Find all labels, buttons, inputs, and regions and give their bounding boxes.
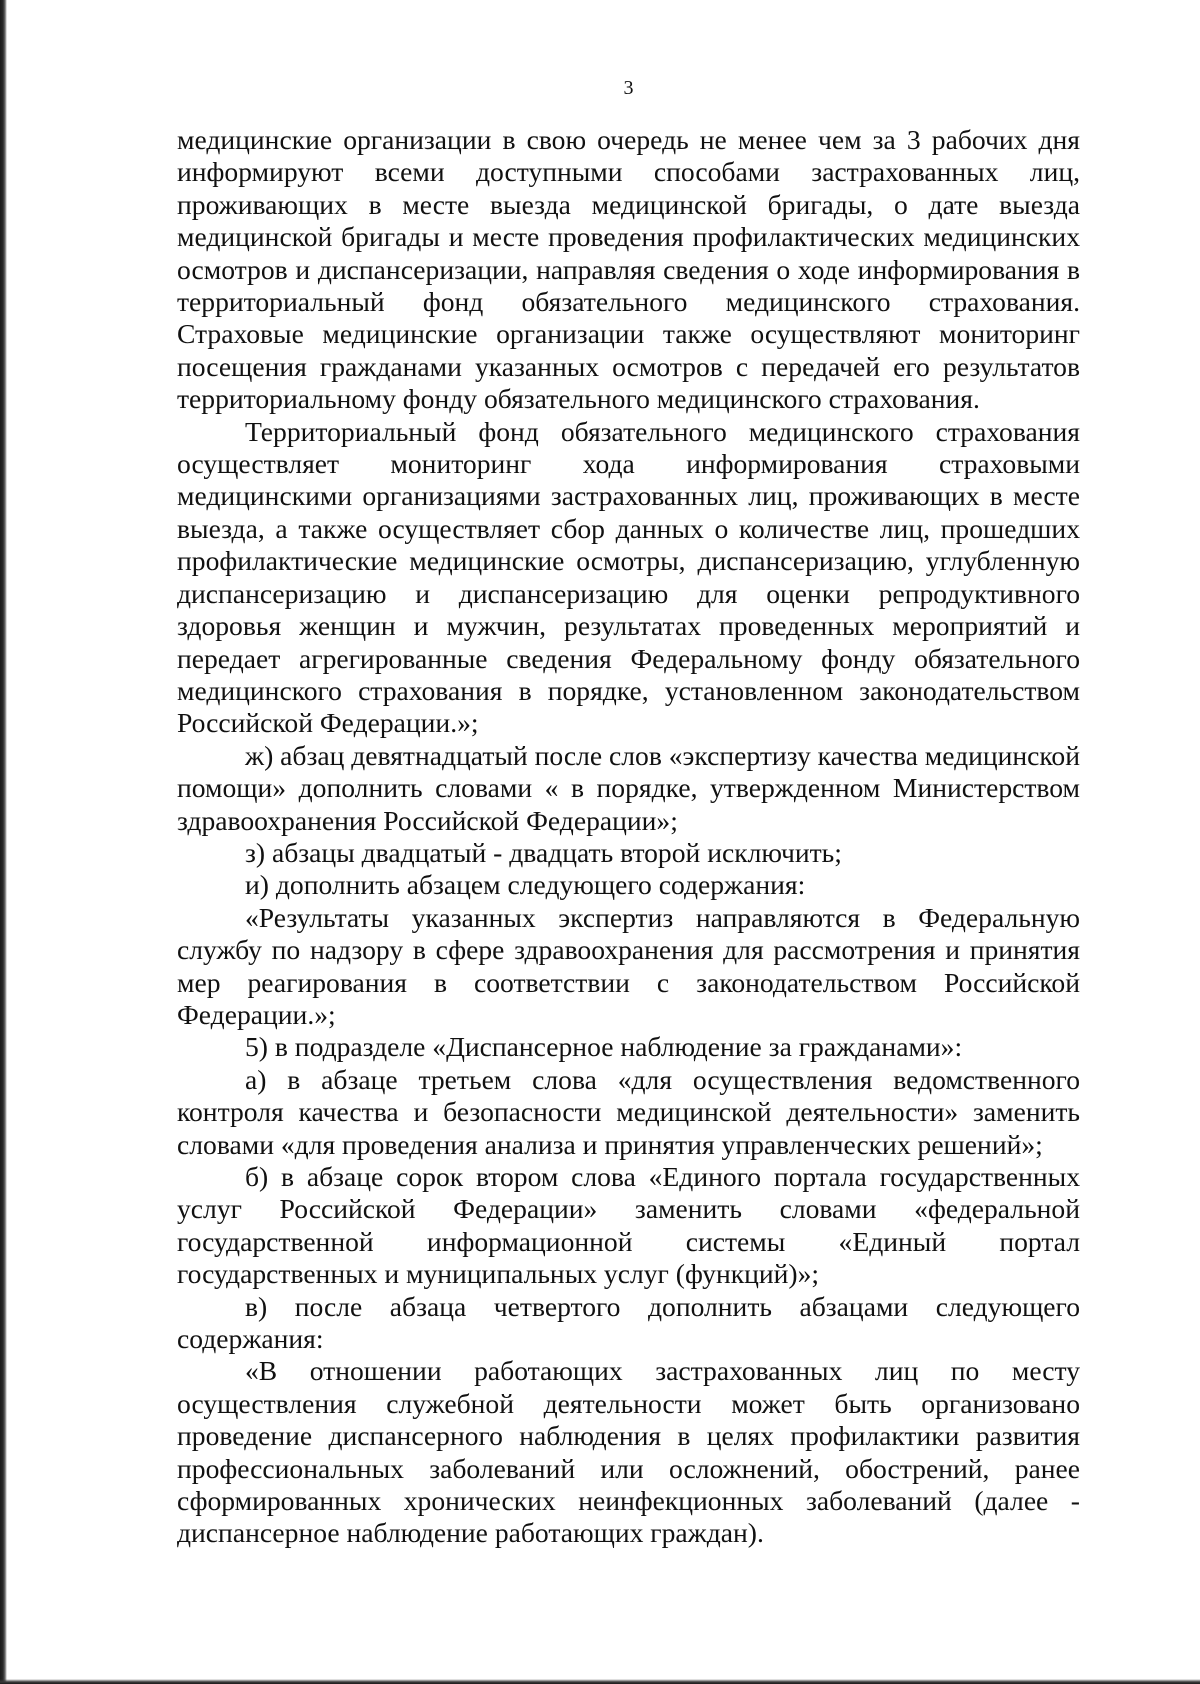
scan-edge-left [0, 0, 7, 1684]
paragraph-quote-working: «В отношении работающих застрахованных лиц по месту осуществления служебной деятельности может быть организовано проведение диспансерного наблюдения в целях профилактики развития профессиональных заболеваний или осложнений, обострений, ранее сформированных хронических неинфекционных заболеваний (далее - диспансерное наблюдение работающих граждан). [177, 1355, 1080, 1549]
paragraph-item-v: в) после абзаца четвертого дополнить абзацами следующего содержания: [177, 1290, 1080, 1355]
paragraph-item-5: 5) в подразделе «Диспансерное наблюдение за гражданами»: [245, 1031, 963, 1063]
page-number: 3 [623, 77, 634, 99]
paragraph-quote-results: «Результаты указанных экспертиз направляются в Федеральную службу по надзору в сфере здравоохранения для рассмотрения и принятия мер реагирования в соответствии с законодательством Российской Федерации.»; [177, 901, 1080, 1030]
paragraph-item-i: и) дополнить абзацем следующего содержания: [245, 869, 806, 901]
paragraph-item-zh: ж) абзац девятнадцатый после слов «экспертизу качества медицинской помощи» дополнить словами « в порядке, утвержденном Министерством здравоохранения Российской Федерации»; [177, 739, 1080, 836]
paragraph-continuation: медицинские организации в свою очередь не менее чем за 3 рабочих дня информируют всеми доступными способами застрахованных лиц, проживающих в месте выезда медицинской бригады, о дате выезда медицинской бригады и месте проведения профилактических медицинских осмотров и диспансеризации, направляя сведения о ходе информирования в территориальный фонд обязательного медицинского страхования. Страховые медицинские организации также осуществляют мониторинг посещения гражданами указанных осмотров с передачей его результатов территориальному фонду обязательного медицинского страхования. [177, 124, 1080, 415]
paragraph-territorial-fund: Территориальный фонд обязательного медицинского страхования осуществляет мониторинг хода информирования страховыми медицинскими организациями застрахованных лиц, проживающих в месте выезда, а также осуществляет сбор данных о количестве лиц, прошедших профилактические медицинские осмотры, диспансеризацию, углубленную диспансеризацию и диспансеризацию для оценки репродуктивного здоровья женщин и мужчин, результатах проведенных мероприятий и передает агрегированные сведения Федеральному фонду обязательного медицинского страхования в порядке, установленном законодательством Российской Федерации.»; [177, 415, 1080, 739]
paragraph-item-b: б) в абзаце сорок втором слова «Единого портала государственных услуг Российской Федерации» заменить словами «федеральной государственной информационной системы «Единый портал государственных и муниципальных услуг (функций)»; [177, 1161, 1080, 1290]
document-body [177, 124, 1080, 1550]
paragraph-item-a: а) в абзаце третьем слова «для осуществления ведомственного контроля качества и безопасности медицинской деятельности» заменить словами «для проведения анализа и принятия управленческих решений»; [177, 1063, 1080, 1160]
paragraph-item-z: з) абзацы двадцатый - двадцать второй исключить; [245, 836, 842, 868]
scan-edge-bottom [0, 1679, 1200, 1684]
